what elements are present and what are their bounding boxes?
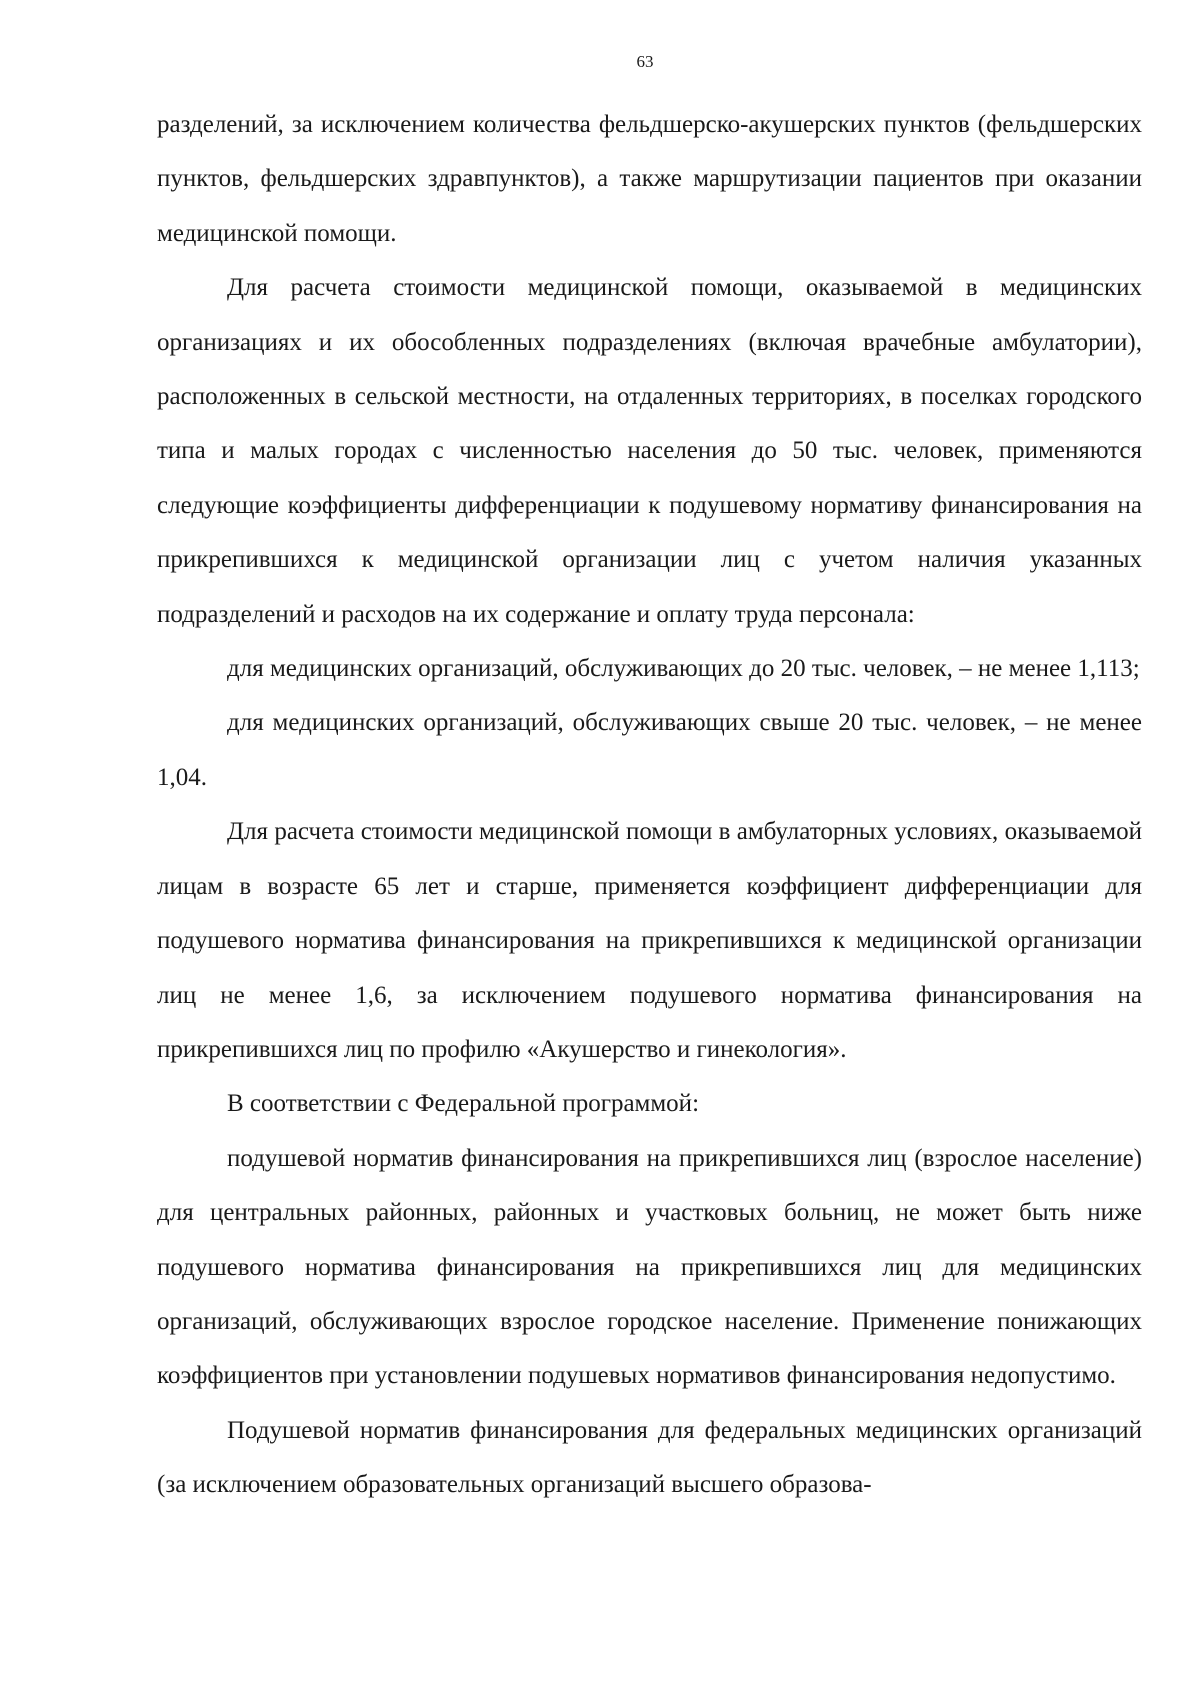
paragraph-rural-coefficients: Для расчета стоимости медицинской помощи, оказываемой в медицинских организациях и их обособленных подразделениях (включая врачебные амбулатории), расположенных в сельской местности, на отдаленных территориях, в поселках городского типа и малых городах с численностью населения до 50 тыс. человек, применяются следующие коэффициенты дифференциации к подушевому нормативу финансирования на прикрепившихся к медицинской организации лиц с учетом наличия указанных подразделений и расходов на их содержание и оплату труда персонала: — [157, 274, 1142, 628]
paragraph-elderly-coefficient: Для расчета стоимости медицинской помощи в амбулаторных условиях, оказываемой лицам в возрасте 65 лет и старше, применяется коэффициент дифференциации для подушевого норматива финансирования на прикрепившихся к медицинской организации лиц не менее 1,6, за исключением подушевого норматива финансирования на прикрепившихся лиц по профилю «Акушерство и гинекология». — [157, 818, 1142, 1063]
paragraph-continuation: разделений, за исключением количества фельдшерско-акушерских пунктов (фельдшерских пунктов, фельдшерских здравпунктов), а также маршрутизации пациентов при оказании медицинской помощи. — [157, 111, 1142, 247]
page-number: 63 — [636, 52, 654, 71]
paragraph-coefficient-up-to-20k: для медицинских организаций, обслуживающих до 20 тыс. человек, – не менее 1,113; — [227, 655, 1140, 683]
paragraph-coefficient-over-20k: для медицинских организаций, обслуживающих свыше 20 тыс. человек, – не менее 1,04. — [157, 709, 1142, 791]
paragraph-federal-organizations: Подушевой норматив финансирования для федеральных медицинских организаций (за исключением образовательных организаций высшего образова- — [157, 1416, 1142, 1499]
paragraph-federal-program-intro: В соответствии с Федеральной программой: — [227, 1090, 700, 1118]
document-body — [157, 98, 1142, 1513]
paragraph-per-capita-standard: подушевой норматив финансирования на прикрепившихся лиц (взрослое население) для центральных районных, районных и участковых больниц, не может быть ниже подушевого норматива финансирования на прикрепившихся лиц для медицинских организаций, обслуживающих взрослое городское население. Применение понижающих коэффициентов при установлении подушевых нормативов финансирования недопустимо. — [157, 1144, 1142, 1390]
